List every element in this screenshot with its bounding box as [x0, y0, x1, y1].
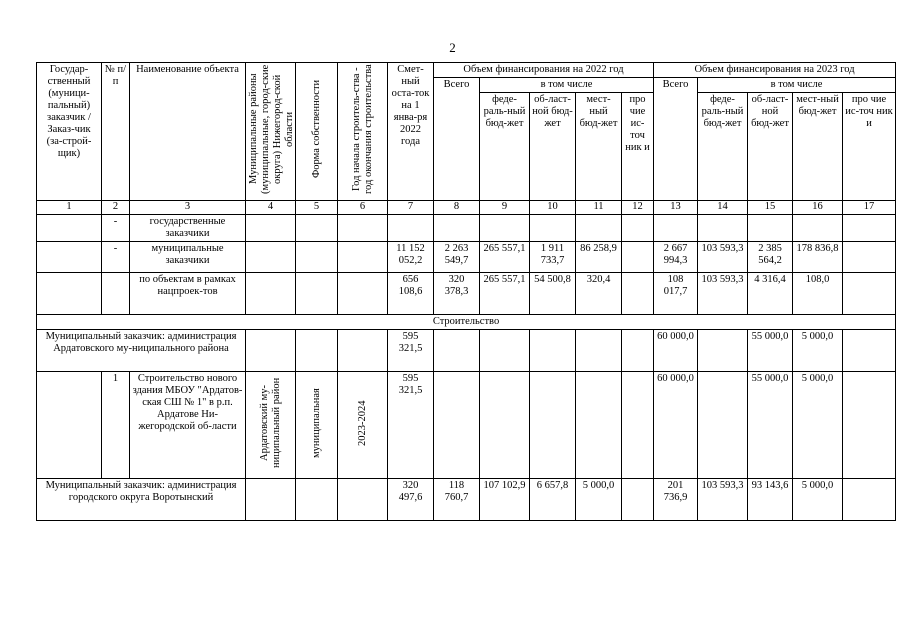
cell [530, 372, 576, 479]
cell [793, 215, 843, 242]
section-title: Строительство [37, 315, 896, 330]
cell-c7: 11 152 052,2 [388, 242, 434, 273]
col-num: 4 [246, 201, 296, 215]
header-2022-total: Всего [434, 78, 480, 201]
cell [622, 273, 654, 315]
col-num: 7 [388, 201, 434, 215]
header-customer: Государ-ственный (муници-пальный) заказчик / Заказ-чик (за-строй-щик) [37, 63, 102, 201]
cell-c7: 595 321,5 [388, 372, 434, 479]
cell [622, 372, 654, 479]
cell-c10: 54 500,8 [530, 273, 576, 315]
col-num: 11 [576, 201, 622, 215]
cell [480, 372, 530, 479]
cell-c8: 2 263 549,7 [434, 242, 480, 273]
cell-c13: 2 667 994,3 [654, 242, 698, 273]
cell-name: муниципальные заказчики [130, 242, 246, 273]
header-2023-incl: в том числе [698, 78, 896, 93]
cell [576, 330, 622, 372]
cell [102, 273, 130, 315]
cell-c11: 5 000,0 [576, 479, 622, 521]
header-fin-2022: Объем финансирования на 2022 год [434, 63, 654, 78]
header-2022-mest: мест-ный бюд-жет [576, 93, 622, 201]
cell-c7: 595 321,5 [388, 330, 434, 372]
cell-c10: 6 657,8 [530, 479, 576, 521]
cell-c7: 320 497,6 [388, 479, 434, 521]
cell-district: Ардатовский му-ниципальный район [246, 372, 296, 479]
table-row-national-projects [37, 273, 896, 315]
cell [246, 242, 296, 273]
col-num: 13 [654, 201, 698, 215]
cell-customer-name: Муниципальный заказчик: администрация Ардатовского му-ниципального района [37, 330, 246, 372]
cell-name: Строительство нового здания МБОУ "Ардатов-ская СШ № 1" в р.п. Ардатове Ни-жегородской об-ласти [130, 372, 246, 479]
column-numbers-row [37, 201, 896, 215]
table-row-municipal-customers [37, 242, 896, 273]
cell-c13: 60 000,0 [654, 330, 698, 372]
header-district: Муниципальные районы (муниципальные, город-ские округа) Нижегород-ской области [246, 63, 296, 201]
cell-c16: 108,0 [793, 273, 843, 315]
cell [622, 479, 654, 521]
cell-c15: 55 000,0 [748, 330, 793, 372]
cell-num: 1 [102, 372, 130, 479]
cell [480, 215, 530, 242]
header-object-name: Наименование объекта [130, 63, 246, 201]
cell [434, 330, 480, 372]
cell [843, 372, 896, 479]
header-years: Год начала строитель-ства - год окончания строительства [338, 63, 388, 201]
cell-c8: 320 378,3 [434, 273, 480, 315]
header-2023-total: Всего [654, 78, 698, 201]
col-num: 8 [434, 201, 480, 215]
cell [37, 273, 102, 315]
header-row-1 [37, 63, 896, 78]
table-row-ardatov-customer [37, 330, 896, 372]
cell [37, 372, 102, 479]
cell [338, 242, 388, 273]
cell-c9: 265 557,1 [480, 242, 530, 273]
cell-c13: 60 000,0 [654, 372, 698, 479]
header-ownership: Форма собственности [296, 63, 338, 201]
col-num: 5 [296, 201, 338, 215]
cell-c10: 1 911 733,7 [530, 242, 576, 273]
cell [338, 273, 388, 315]
cell-dash: - [102, 215, 130, 242]
cell-c14: 103 593,3 [698, 479, 748, 521]
col-num: 17 [843, 201, 896, 215]
cell [698, 372, 748, 479]
col-num: 2 [102, 201, 130, 215]
cell [296, 479, 338, 521]
header-2023-mest: мест-ный бюд-жет [793, 93, 843, 201]
cell-c9: 107 102,9 [480, 479, 530, 521]
cell [843, 215, 896, 242]
cell-c15: 55 000,0 [748, 372, 793, 479]
cell [843, 273, 896, 315]
cell-c13: 201 736,9 [654, 479, 698, 521]
table-row-vorotynsky-customer [37, 479, 896, 521]
cell-name: государственные заказчики [130, 215, 246, 242]
col-num: 9 [480, 201, 530, 215]
cell-c7: 656 108,6 [388, 273, 434, 315]
cell [843, 242, 896, 273]
cell [338, 479, 388, 521]
financing-table [36, 62, 896, 521]
page-number: 2 [449, 40, 456, 55]
cell-c11: 86 258,9 [576, 242, 622, 273]
cell [338, 330, 388, 372]
cell-c8: 118 760,7 [434, 479, 480, 521]
cell [530, 215, 576, 242]
cell-c14: 103 593,3 [698, 242, 748, 273]
section-row [37, 315, 896, 330]
col-num: 1 [37, 201, 102, 215]
col-num: 3 [130, 201, 246, 215]
cell [698, 330, 748, 372]
cell [37, 215, 102, 242]
cell [698, 215, 748, 242]
col-num: 10 [530, 201, 576, 215]
cell-c16: 5 000,0 [793, 330, 843, 372]
cell [622, 215, 654, 242]
cell-c15: 93 143,6 [748, 479, 793, 521]
cell [296, 242, 338, 273]
table-row-object-1 [37, 372, 896, 479]
header-number: № п/п [102, 63, 130, 201]
cell [654, 215, 698, 242]
header-2023-obl: об-ласт-ной бюд-жет [748, 93, 793, 201]
cell-customer-name: Муниципальный заказчик: администрация городского округа Воротынский [37, 479, 246, 521]
cell [246, 330, 296, 372]
cell-c16: 5 000,0 [793, 372, 843, 479]
cell-c11: 320,4 [576, 273, 622, 315]
header-estimate-balance: Смет-ный оста-ток на 1 янва-ря 2022 года [388, 63, 434, 201]
col-num: 16 [793, 201, 843, 215]
cell [296, 330, 338, 372]
header-2022-proch: про чие ис-точ ник и [622, 93, 654, 201]
cell [246, 273, 296, 315]
cell-years: 2023-2024 [338, 372, 388, 479]
cell-form: муниципальная [296, 372, 338, 479]
cell-c9: 265 557,1 [480, 273, 530, 315]
header-2023-fed: феде-раль-ный бюд-жет [698, 93, 748, 201]
cell [246, 215, 296, 242]
header-fin-2023: Объем финансирования на 2023 год [654, 63, 896, 78]
header-2022-incl: в том числе [480, 78, 654, 93]
col-num: 14 [698, 201, 748, 215]
cell-c16: 178 836,8 [793, 242, 843, 273]
cell [748, 215, 793, 242]
cell-c13: 108 017,7 [654, 273, 698, 315]
cell [296, 273, 338, 315]
cell [576, 215, 622, 242]
cell-name: по объектам в рамках нацпроек-тов [130, 273, 246, 315]
col-num: 12 [622, 201, 654, 215]
cell [388, 215, 434, 242]
cell [622, 330, 654, 372]
cell [622, 242, 654, 273]
cell [843, 330, 896, 372]
cell-dash: - [102, 242, 130, 273]
cell [434, 215, 480, 242]
cell [338, 215, 388, 242]
cell-c16: 5 000,0 [793, 479, 843, 521]
header-2022-obl: об-ласт-ной бюд-жет [530, 93, 576, 201]
cell [296, 215, 338, 242]
cell-c15: 4 316,4 [748, 273, 793, 315]
cell [576, 372, 622, 479]
cell [246, 479, 296, 521]
cell-c15: 2 385 564,2 [748, 242, 793, 273]
cell-c14: 103 593,3 [698, 273, 748, 315]
cell [480, 330, 530, 372]
header-2023-proch: про чие ис-точ ник и [843, 93, 896, 201]
cell [530, 330, 576, 372]
cell [843, 479, 896, 521]
col-num: 6 [338, 201, 388, 215]
cell [434, 372, 480, 479]
col-num: 15 [748, 201, 793, 215]
cell [37, 242, 102, 273]
table-row-state-customers [37, 215, 896, 242]
header-2022-fed: феде-раль-ный бюд-жет [480, 93, 530, 201]
